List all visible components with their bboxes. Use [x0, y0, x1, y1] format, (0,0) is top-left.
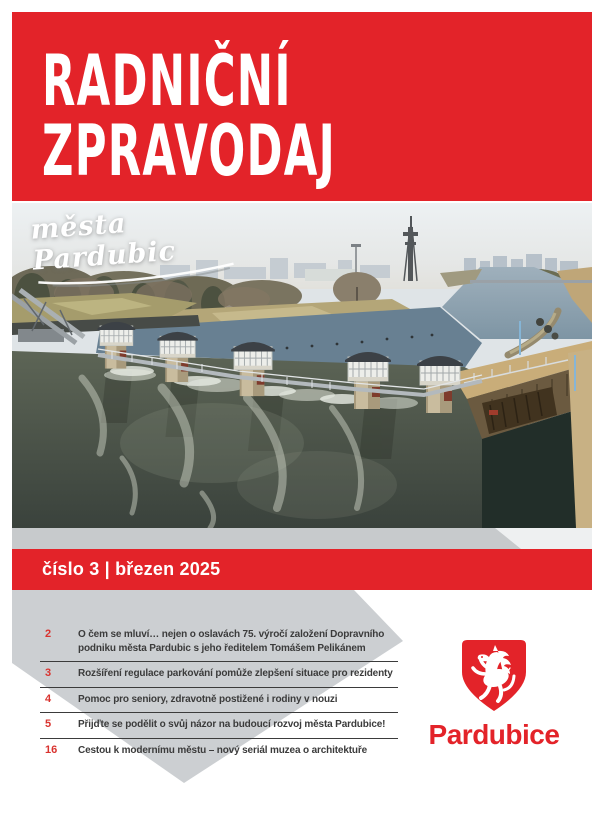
- masthead-title-line2: ZPRAVODAJ: [42, 110, 336, 192]
- toc-item: [40, 712, 398, 738]
- city-logo: [420, 638, 568, 751]
- toc-title: O čem se mluví… nejen o oslavách 75. výročí založení Dopravního podniku města Pardubic s jeho ředitelem Tomášem Pelikánem: [78, 629, 385, 654]
- divider-strip-highlight: [12, 528, 592, 549]
- toc-item: [40, 687, 398, 713]
- toc-page-number: 16: [45, 743, 58, 756]
- toc-page-number: 5: [45, 718, 52, 730]
- signature-text: města Pardubic: [29, 208, 177, 277]
- toc-page-number: 4: [45, 692, 52, 705]
- toc-item: [40, 623, 398, 661]
- toc-page-number: 3: [45, 667, 52, 679]
- table-of-contents: [40, 623, 398, 763]
- toc-item: [40, 661, 398, 687]
- masthead-title-line1: RADNIČNÍ: [42, 40, 292, 122]
- issue-banner: [12, 549, 592, 590]
- issue-banner-text: číslo 3 | březen 2025: [42, 559, 221, 579]
- toc-title: Pomoc pro seniory, zdravotně postižené i rodiny v nouzi: [78, 693, 338, 705]
- masthead: [12, 12, 592, 201]
- toc-title: Cestou k modernímu městu – nový seriál muzea o architektuře: [78, 744, 368, 756]
- toc-title: Rozšíření regulace parkování pomůže zlepšení situace pro rezidenty: [78, 668, 393, 679]
- toc-title: Přijďte se podělit o svůj názor na budoucí rozvoj města Pardubice!: [78, 719, 386, 730]
- toc-page-number: 2: [45, 628, 52, 640]
- pardubice-shield-logo: [460, 638, 528, 714]
- city-name-wordmark: Pardubice: [428, 719, 560, 750]
- toc-item: [40, 738, 398, 764]
- signature: [30, 203, 255, 291]
- divider-strip: [12, 528, 592, 549]
- cover-photo: [12, 203, 592, 528]
- masthead-title: [42, 40, 336, 192]
